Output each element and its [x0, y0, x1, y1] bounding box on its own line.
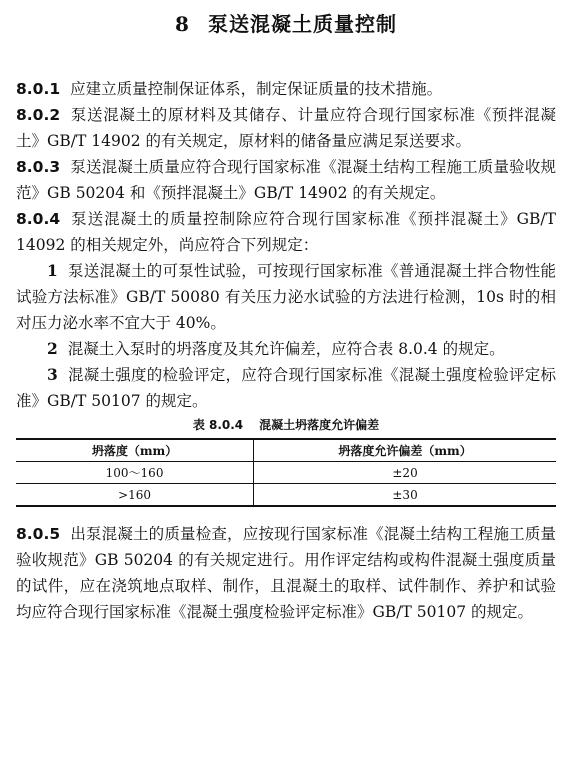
table-number: 表 8.0.4 — [192, 418, 244, 432]
list-item-1 — [16, 258, 556, 336]
item-text: 混凝土强度的检验评定，应符合现行国家标准《混凝土强度检验评定标准》GB/T 50107 的规定。 — [16, 366, 556, 410]
clause-text: 泵送混凝土质量应符合现行国家标准《混凝土结构工程施工质量验收规范》GB 50204 和《预拌混凝土》GB/T 14902 的有关规定。 — [16, 158, 556, 202]
table-caption — [16, 416, 556, 434]
clause-text: 出泵混凝土的质量检查，应按现行国家标准《混凝土结构工程施工质量验收规范》GB 50204 的有关规定进行。用作评定结构或构件混凝土强度质量的试件，应在浇筑地点取样、制作，且混凝土的取样、试件制作、养护和试验均应符合现行国家标准《混凝土强度检验评定标准》GB/T 50107 的规定。 — [16, 525, 556, 621]
chapter-title-text: 泵送混凝土质量控制 — [207, 12, 397, 36]
table-row — [16, 484, 556, 507]
list-item-3 — [16, 362, 556, 414]
table-cell: ±20 — [254, 462, 556, 484]
table-cell: ±30 — [392, 487, 418, 502]
clause-8-0-1 — [16, 76, 556, 102]
item-text: 泵送混凝土的可泵性试验，可按现行国家标准《普通混凝土拌合物性能试验方法标准》GB/T 50080 有关压力泌水试验的方法进行检测，10s 时的相对压力泌水率不宜大于 40%。 — [16, 262, 556, 332]
list-item-2 — [16, 336, 556, 362]
table-cell: 100～160 — [16, 462, 254, 484]
item-number: 1 — [47, 261, 58, 280]
table-row — [16, 462, 556, 484]
document-body — [16, 76, 556, 625]
table-cell: >160 — [16, 484, 254, 507]
clause-8-0-2 — [16, 102, 556, 154]
clause-number: 8.0.4 — [16, 210, 61, 228]
item-number: 2 — [47, 339, 58, 358]
clause-text: 泵送混凝土的质量控制除应符合现行国家标准《预拌混凝土》GB/T 14092 的相关规定外，尚应符合下列规定： — [16, 210, 556, 254]
table-title: 混凝土坍落度允许偏差 — [259, 418, 380, 432]
clause-8-0-3 — [16, 154, 556, 206]
clause-number: 8.0.3 — [16, 158, 61, 176]
chapter-number: 8 — [175, 12, 190, 36]
item-number: 3 — [47, 365, 58, 384]
clause-8-0-4 — [16, 206, 556, 258]
clause-number: 8.0.5 — [16, 525, 61, 543]
column-header: 坍落度（mm） — [16, 439, 254, 462]
table-header-row — [16, 439, 556, 462]
item-text: 混凝土入泵时的坍落度及其允许偏差，应符合表 8.0.4 的规定。 — [67, 340, 505, 358]
clause-number: 8.0.2 — [16, 106, 61, 124]
clause-text: 泵送混凝土的原材料及其储存、计量应符合现行国家标准《预拌混凝土》GB/T 14902 的有关规定，原材料的储备量应满足泵送要求。 — [16, 106, 556, 150]
chapter-title — [0, 0, 572, 38]
clause-text: 应建立质量控制保证体系，制定保证质量的技术措施。 — [70, 80, 443, 98]
clause-number: 8.0.1 — [16, 80, 61, 98]
column-header: 坍落度允许偏差（mm） — [254, 439, 556, 462]
clause-8-0-5 — [16, 521, 556, 625]
slump-tolerance-table — [16, 438, 556, 507]
